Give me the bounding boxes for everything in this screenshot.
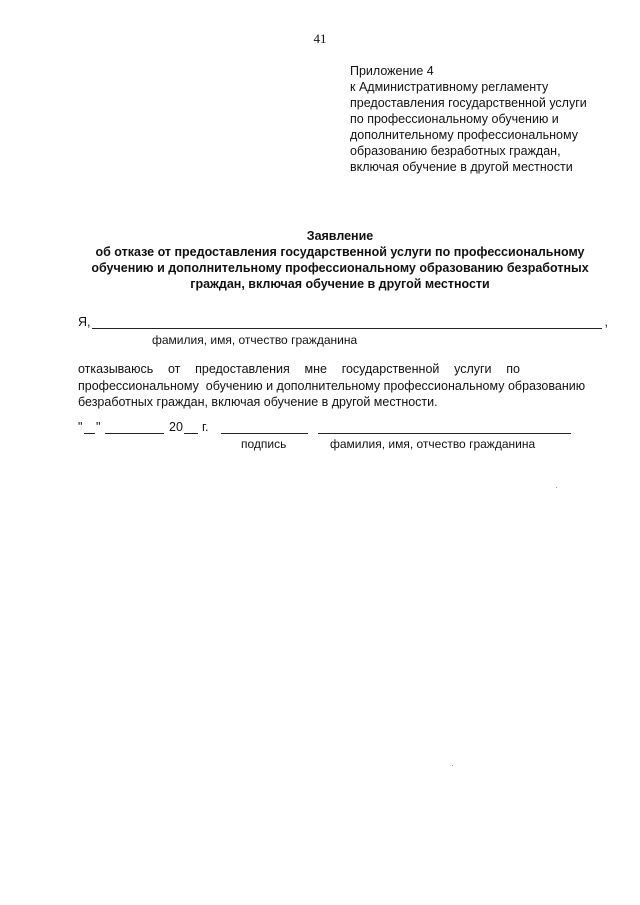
quote-open: "	[78, 420, 83, 434]
day-field[interactable]	[84, 433, 95, 434]
applicant-prefix: Я,	[78, 315, 91, 329]
scan-speck	[452, 765, 453, 766]
page-number: 41	[313, 31, 327, 46]
applicant-name-caption: фамилия, имя, отчество гражданина	[152, 333, 358, 347]
appendix-line: к Административному регламенту	[350, 80, 549, 94]
statement-line: безработных граждан, включая обучение в другой местности.	[78, 395, 438, 409]
title-heading: Заявление	[306, 229, 374, 243]
full-name-caption: фамилия, имя, отчество гражданина	[330, 437, 536, 451]
statement-word: от	[167, 362, 181, 376]
year-field[interactable]	[184, 433, 198, 434]
year-prefix: 20	[169, 420, 183, 434]
statement-word: услуги	[454, 362, 492, 376]
year-suffix: г.	[202, 420, 209, 434]
signature-field[interactable]	[221, 433, 308, 434]
title-line: обучению и дополнительному профессиональному образованию безработных	[91, 261, 589, 275]
statement-line	[78, 361, 600, 378]
signature-caption: подпись	[241, 437, 287, 451]
appendix-line: по профессиональному обучению и	[350, 112, 559, 126]
statement-word: государственной	[341, 362, 440, 376]
applicant-comma: ,	[604, 315, 608, 329]
month-field[interactable]	[105, 433, 164, 434]
appendix-line: включая обучение в другой местности	[350, 160, 573, 174]
full-name-field[interactable]	[318, 433, 571, 434]
applicant-name-row	[78, 315, 608, 333]
applicant-name-field[interactable]	[92, 328, 602, 329]
appendix-block	[350, 63, 610, 175]
title-line: граждан, включая обучение в другой местности	[190, 277, 490, 291]
appendix-line: Приложение 4	[350, 64, 434, 78]
appendix-line: образованию безработных граждан,	[350, 144, 561, 158]
statement-word: мне	[304, 362, 327, 376]
statement-word: предоставления	[195, 362, 290, 376]
appendix-line: предоставления государственной услуги	[350, 96, 587, 110]
quote-close: "	[96, 420, 101, 434]
statement-line: профессиональному обучению и дополнительному профессиональному образованию	[78, 378, 586, 393]
title-line: об отказе от предоставления государственной услуги по профессиональному	[95, 245, 585, 259]
document-title	[70, 228, 610, 292]
scan-speck	[556, 487, 557, 488]
statement-word: по	[506, 362, 520, 376]
statement-text	[78, 361, 600, 411]
appendix-line: дополнительному профессиональному	[350, 128, 578, 142]
statement-word: отказываюсь	[78, 362, 154, 376]
